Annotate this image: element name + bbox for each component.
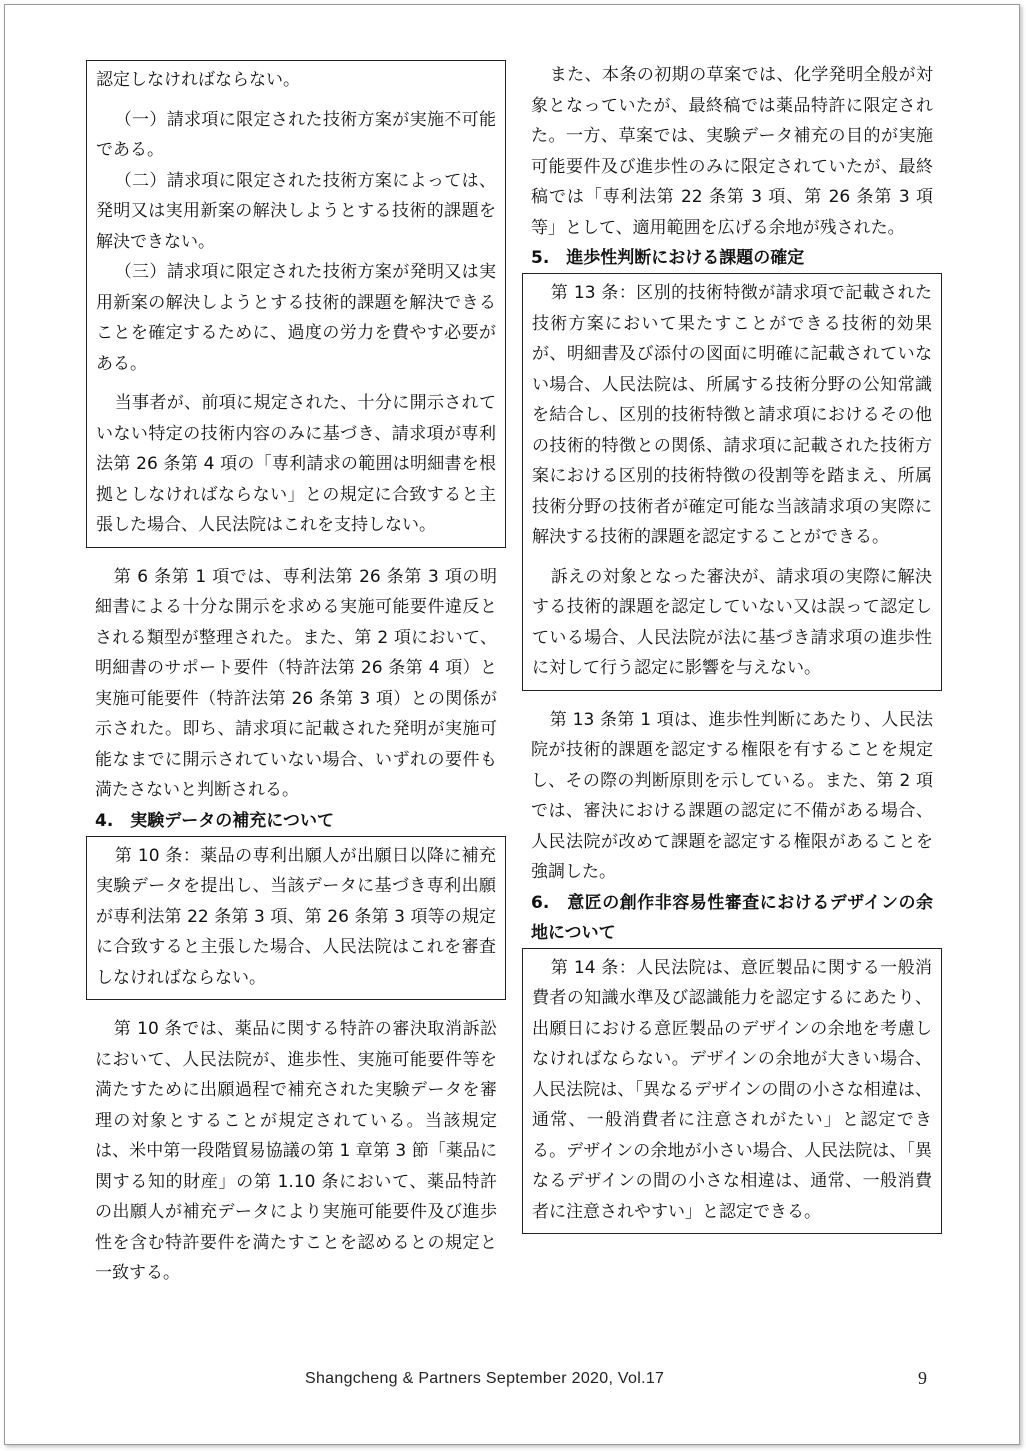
left-column	[86, 60, 506, 1289]
article-13-paragraph-2: 訴えの対象となった審決が、請求項の実際に解決する技術的課題を認定していない又は誤って認定している場合、人民法院が法に基づき請求項の進歩性に対して行う認定に影響を与えない。	[532, 566, 932, 678]
section-4-heading: 4. 実験データの補充について	[95, 810, 334, 831]
article-6-commentary: 第 6 条第 1 項では、専利法第 26 条第 3 項の明細書による十分な開示を求める実施可能要件違反とされる類型が整理された。また、第 2 項において、明細書のサポート要件（特許法第 26 条第 4 項）と実施可能要件（特許法第 26 条第 3 項）との関係が示された。即ち、請求項に記載された発明が実施可能なまでに開示されていない場合、いずれの要件も満たさないと判断される。	[95, 566, 497, 800]
page-footer	[0, 1368, 1026, 1396]
article-6-item-2: （二）請求項に限定された技術方案によっては、発明又は実用新案の解決しようとする技術的課題を解決できない。	[96, 170, 496, 252]
article-10-box	[86, 836, 506, 1001]
section-5-heading: 5. 進歩性判断における課題の確定	[531, 248, 805, 268]
article-13-box	[522, 273, 942, 691]
article-6-lead: 認定しなければならない。	[96, 70, 300, 90]
article-10-text: 第 10 条：薬品の専利出願人が出願日以降に補充実験データを提出し、当該データに基づき専利出願が専利法第 22 条第 3 項、第 26 条第 3 項等の規定に合致すると主張した場合、人民法院はこれを審査しなければならない。	[96, 845, 496, 988]
section-6-heading: 6. 意匠の創作非容易性審査におけるデザインの余地について	[531, 892, 933, 943]
article-14-box	[522, 948, 942, 1235]
article-6-item-3: （三）請求項に限定された技術方案が発明又は実用新案の解決しようとする技術的課題を解決できることを確定するために、過度の労力を費やす必要がある。	[96, 262, 496, 374]
article-10-commentary: 第 10 条では、薬品に関する特許の審決取消訴訟において、人民法院が、進歩性、実施可能要件等を満たすために出願過程で補充された実験データを審理の対象とすることが規定されている。当該規定は、米中第一段階貿易協議の第 1 章第 3 節「薬品に関する知的財産」の第 1.10 条において、薬品特許の出願人が補充データにより実施可能要件及び進歩性を含む特許要件を満たすことを認めるとの規定と一致する。	[95, 1019, 497, 1283]
publication-info: Shangcheng & Partners September 2020, Vol.17	[305, 1370, 665, 1387]
article-13-paragraph-1: 第 13 条：区別的技術特徴が請求項で記載された技術方案において果たすことができる技術的効果が、明細書及び添付の図面に明確に記載されていない場合、人民法院は、所属する技術分野の公知常識を結合し、区別的技術特徴と請求項におけるその他の技術的特徴との関係、請求項に記載された技術方案における区別的技術特徴の役割等を踏まえ、所属技術分野の技術者が確定可能な当該請求項の実際に解決する技術的課題を認定することができる。	[532, 283, 932, 547]
article-6-paragraph-2: 当事者が、前項に規定された、十分に開示されていない特定の技術内容のみに基づき、請求項が専利法第 26 条第 4 項の「専利請求の範囲は明細書を根拠としなければならない」との規定に合致すると主張した場合、人民法院はこれを支持しない。	[96, 393, 496, 535]
draft-commentary: また、本条の初期の草案では、化学発明全般が対象となっていたが、最終稿では薬品特許に限定された。一方、草案では、実験データ補充の目的が実施可能要件及び進歩性のみに限定されていたが、最終稿では「専利法第 22 条第 3 項、第 26 条第 3 項等」として、適用範囲を広げる余地が残された。	[531, 65, 933, 238]
page-number: 9	[918, 1368, 927, 1388]
article-6-item-1: （一）請求項に限定された技術方案が実施不可能である。	[96, 109, 496, 160]
article-14-text: 第 14 条：人民法院は、意匠製品に関する一般消費者の知識水準及び認識能力を認定するにあたり、出願日における意匠製品のデザインの余地を考慮しなければならない。デザインの余地が大きい場合、人民法院は、「異なるデザインの間の小さな相違は、通常、一般消費者に注意されがたい」と認定できる。デザインの余地が小さい場合、人民法院は、「異なるデザインの間の小さな相違は、通常、一般消費者に注意されやすい」と認定できる。	[532, 957, 932, 1222]
article-13-commentary: 第 13 条第 1 項は、進歩性判断にあたり、人民法院が技術的課題を認定する権限を有することを規定し、その際の判断原則を示している。また、第 2 項では、審決における課題の認定に不備がある場合、人民法院が改めて課題を認定する権限があることを強調した。	[531, 709, 933, 882]
article-6-box	[86, 60, 506, 548]
right-column	[522, 60, 942, 1234]
